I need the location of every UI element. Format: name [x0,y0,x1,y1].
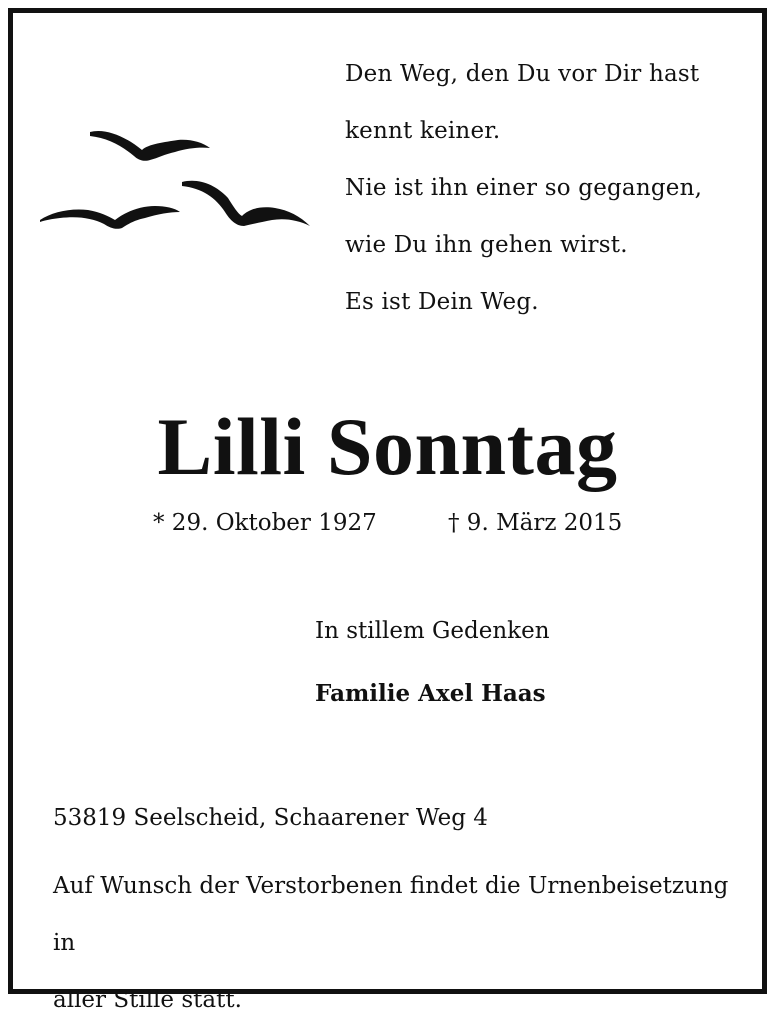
poem-line: Es ist Dein Weg. [345,289,539,315]
poem-line: kennt keiner. [345,118,501,144]
mourner-family: Familie Axel Haas [315,680,546,707]
address: 53819 Seelscheid, Schaarener Weg 4 [53,805,488,831]
poem-line: Den Weg, den Du vor Dir hast [345,61,700,87]
poem-line: wie Du ihn gehen wirst. [345,232,628,258]
birds-flying-icon [30,120,310,240]
deceased-name: Lilli Sonntag [157,401,618,492]
notice-line: Auf Wunsch der Verstorbenen findet die Urnenbeisetzung in [53,873,729,956]
poem-line: Nie ist ihn einer so gegangen, [345,175,703,201]
burial-notice [53,858,743,1029]
birth-date: * 29. Oktober 1927 [153,510,377,536]
death-date: † 9. März 2015 [448,510,623,536]
poem [345,46,702,331]
notice-line: aller Stille statt. [53,987,242,1013]
memorial-phrase: In stillem Gedenken [315,618,550,644]
